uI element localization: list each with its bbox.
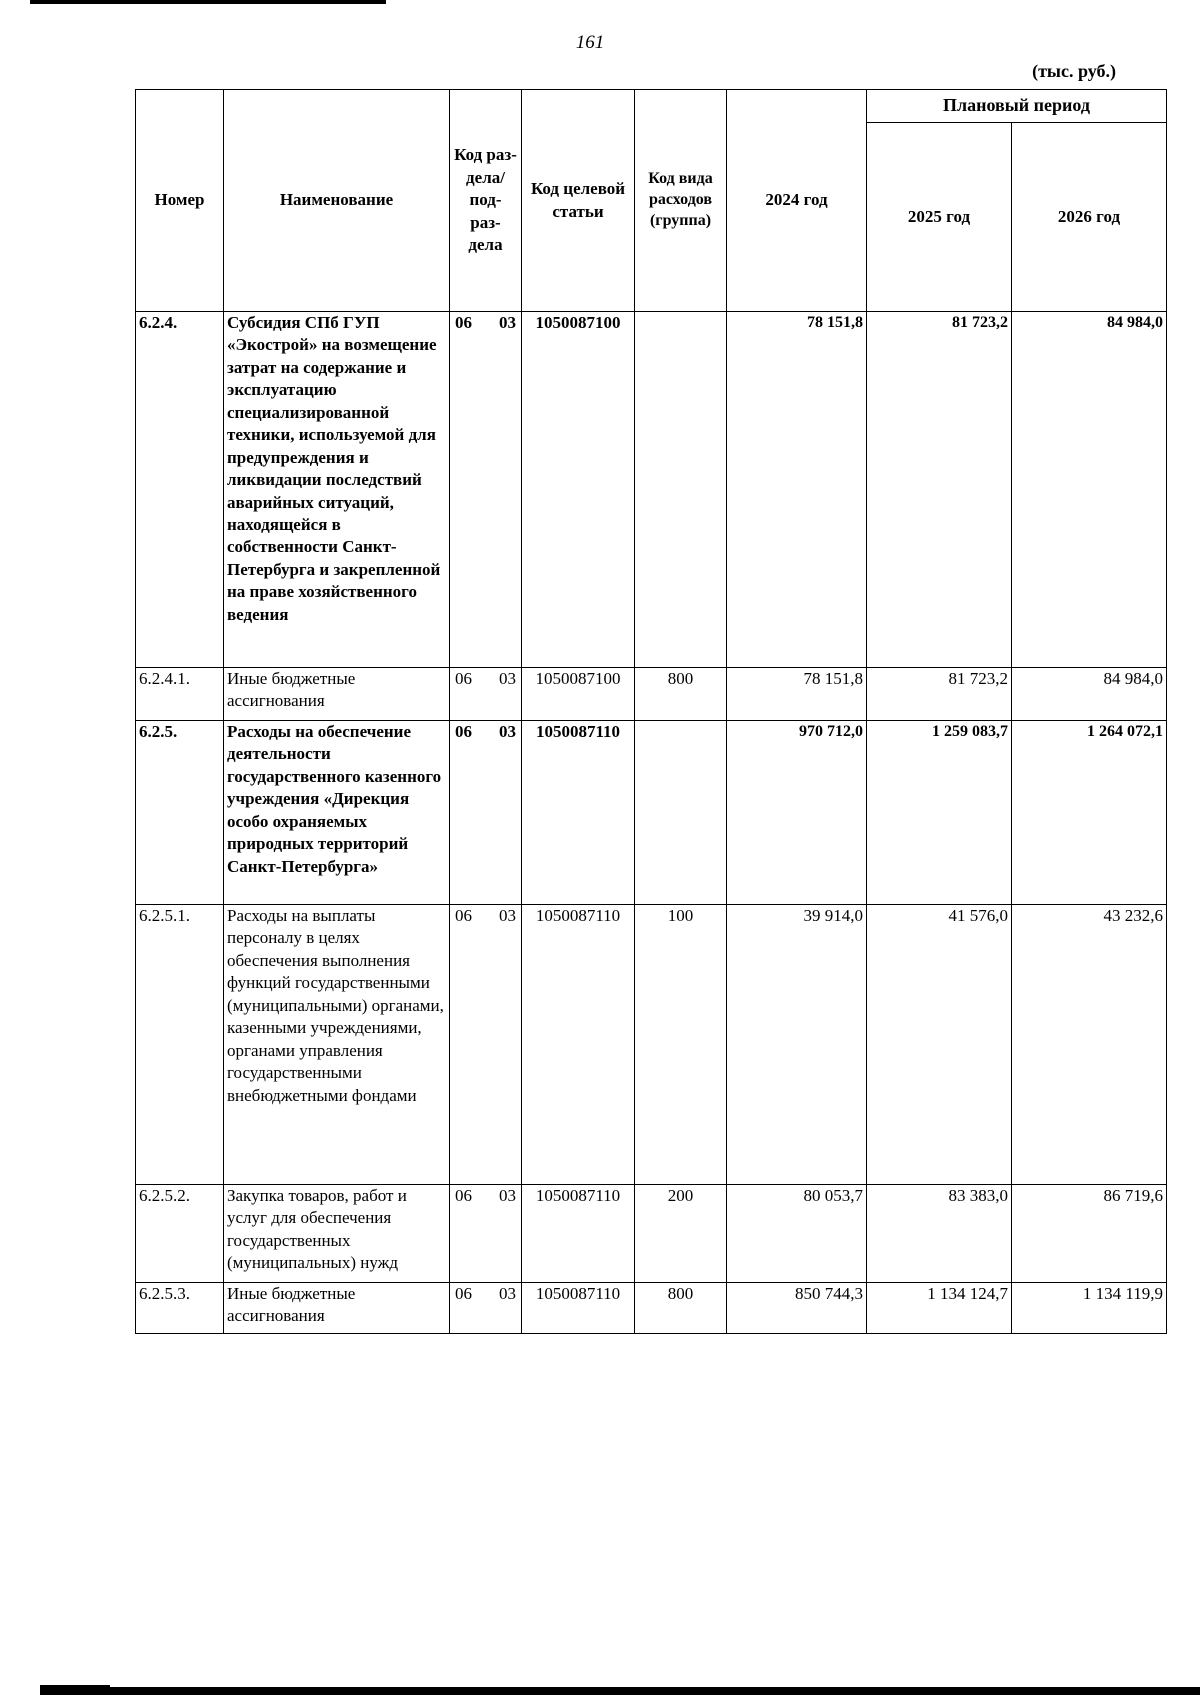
row-number: 6.2.5.1. (136, 905, 224, 1185)
table-body (136, 312, 1167, 1334)
row-number: 6.2.5.2. (136, 1185, 224, 1283)
row-amount-2025: 83 383,0 (867, 1185, 1012, 1283)
row-target-code: 1050087110 (522, 1185, 635, 1283)
row-name: Иные бюджетные ассигнования (224, 668, 450, 721)
row-amount-2026: 84 984,0 (1012, 668, 1167, 721)
table-header (136, 90, 1167, 312)
row-amount-2025: 81 723,2 (867, 312, 1012, 668)
row-target-code: 1050087110 (522, 1283, 635, 1334)
row-target-code: 1050087110 (522, 721, 635, 905)
top-rule (30, 0, 386, 4)
header-year-2025: 2025 год (867, 123, 1012, 312)
row-section-code (450, 721, 522, 905)
page-number: 161 (575, 32, 605, 53)
row-name: Субсидия СПб ГУП «Экострой» на возмещение затрат на содержание и эксплуатацию специализированной техники, используемой для предупреждения и ликвидации последствий аварийных ситуаций, находящейся в собственности Санкт-Петербурга и закрепленной на праве хозяйственного ведения (224, 312, 450, 668)
subsection-value: 03 (499, 1186, 516, 1205)
row-name: Расходы на обеспечение деятельности государственного казенного учреждения «Дирекция особо охраняемых природных территорий Санкт-Петербурга» (224, 721, 450, 905)
row-amount-2025: 41 576,0 (867, 905, 1012, 1185)
row-expense-kind: 800 (635, 1283, 727, 1334)
row-number: 6.2.4. (136, 312, 224, 668)
row-number: 6.2.4.1. (136, 668, 224, 721)
row-amount-2024: 850 744,3 (727, 1283, 867, 1334)
subsection-value: 03 (499, 906, 516, 925)
row-number: 6.2.5.3. (136, 1283, 224, 1334)
bottom-rule (40, 1687, 1200, 1695)
subsection-value: 03 (499, 722, 516, 741)
section-value: 06 (455, 906, 472, 925)
row-amount-2024: 78 151,8 (727, 312, 867, 668)
header-number: Номер (136, 90, 224, 312)
row-amount-2026: 43 232,6 (1012, 905, 1167, 1185)
row-section-code (450, 312, 522, 668)
header-year-2026: 2026 год (1012, 123, 1167, 312)
section-value: 06 (455, 1284, 472, 1303)
row-section-code (450, 668, 522, 721)
subsection-value: 03 (499, 1284, 516, 1303)
row-name: Иные бюджетные ассигнования (224, 1283, 450, 1334)
row-amount-2026: 1 134 119,9 (1012, 1283, 1167, 1334)
table-row (136, 312, 1167, 668)
table-row (136, 668, 1167, 721)
row-target-code: 1050087100 (522, 312, 635, 668)
row-amount-2026: 86 719,6 (1012, 1185, 1167, 1283)
row-section-code (450, 1185, 522, 1283)
row-amount-2025: 1 259 083,7 (867, 721, 1012, 905)
row-section-code (450, 1283, 522, 1334)
row-expense-kind: 200 (635, 1185, 727, 1283)
row-expense-kind (635, 721, 727, 905)
table-row (136, 1185, 1167, 1283)
unit-note: (тыс. руб.) (1032, 61, 1116, 81)
table-row (136, 1283, 1167, 1334)
row-section-code (450, 905, 522, 1185)
row-amount-2026: 84 984,0 (1012, 312, 1167, 668)
table-row (136, 721, 1167, 905)
row-expense-kind: 800 (635, 668, 727, 721)
section-value: 06 (455, 313, 472, 332)
row-amount-2025: 1 134 124,7 (867, 1283, 1012, 1334)
row-amount-2025: 81 723,2 (867, 668, 1012, 721)
subsection-value: 03 (499, 669, 516, 688)
header-year-2024: 2024 год (727, 90, 867, 312)
row-amount-2026: 1 264 072,1 (1012, 721, 1167, 905)
header-target-code: Код целевой статьи (522, 90, 635, 312)
row-target-code: 1050087110 (522, 905, 635, 1185)
header-expense-kind: Код вида расходов (группа) (635, 90, 727, 312)
section-value: 06 (455, 1186, 472, 1205)
row-target-code: 1050087100 (522, 668, 635, 721)
row-number: 6.2.5. (136, 721, 224, 905)
row-name: Закупка товаров, работ и услуг для обеспечения государственных (муниципальных) нужд (224, 1185, 450, 1283)
section-value: 06 (455, 722, 472, 741)
row-amount-2024: 970 712,0 (727, 721, 867, 905)
budget-table (135, 89, 1167, 1334)
row-expense-kind: 100 (635, 905, 727, 1185)
subsection-value: 03 (499, 313, 516, 332)
row-amount-2024: 39 914,0 (727, 905, 867, 1185)
table-row (136, 905, 1167, 1185)
row-expense-kind (635, 312, 727, 668)
section-value: 06 (455, 669, 472, 688)
header-name: Наименование (224, 90, 450, 312)
header-section-code: Код раз- дела/ под- раз- дела (450, 90, 522, 312)
row-amount-2024: 78 151,8 (727, 668, 867, 721)
header-planned-period: Плановый период (867, 90, 1167, 123)
row-amount-2024: 80 053,7 (727, 1185, 867, 1283)
row-name: Расходы на выплаты персоналу в целях обеспечения выполнения функций государственными (муниципальными) органами, казенными учреждениями, органами управления государственными внебюджетными фондами (224, 905, 450, 1185)
